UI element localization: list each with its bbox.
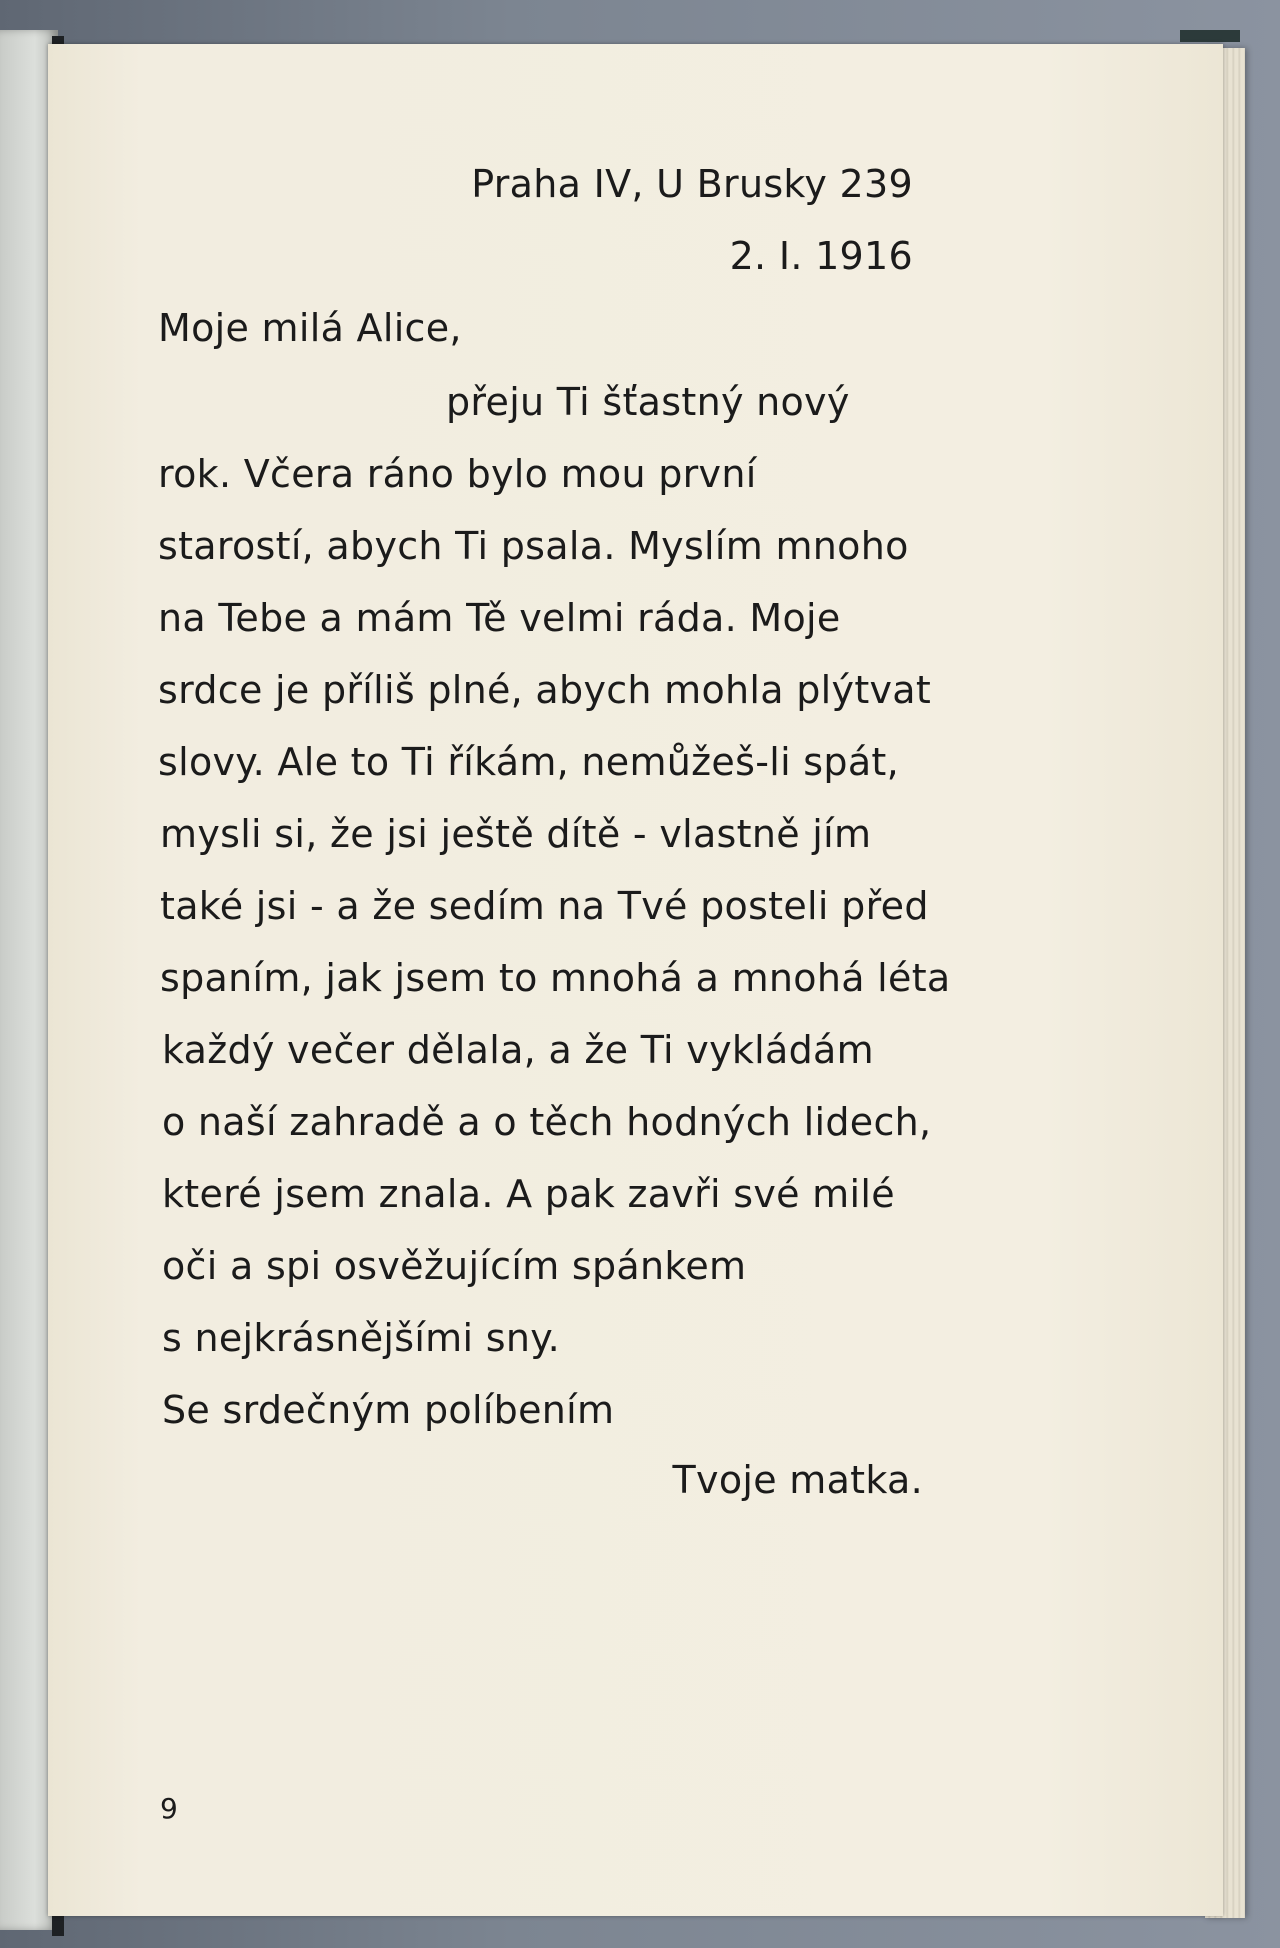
letter-line: o naší zahradě a o těch hodných lidech, — [162, 1100, 932, 1144]
book-cover-edge — [1180, 30, 1240, 42]
letter-line: srdce je příliš plné, abych mohla plýtvat — [158, 668, 932, 712]
letter-address: Praha IV, U Brusky 239 — [471, 162, 913, 206]
letter-line: spaním, jak jsem to mnohá a mnohá léta — [160, 956, 951, 1000]
letter-date: 2. I. 1916 — [729, 234, 913, 278]
page-number: 9 — [160, 1792, 178, 1825]
letter-line: mysli si, že jsi ještě dítě - vlastně jím — [160, 812, 872, 856]
letter-line: také jsi - a že sedím na Tvé posteli před — [160, 884, 929, 928]
letter-signature: Tvoje matka. — [672, 1458, 923, 1502]
letter-line: s nejkrásnějšími sny. — [162, 1316, 560, 1360]
letter-closing: Se srdečným políbením — [162, 1388, 615, 1432]
letter-line: slovy. Ale to Ti říkám, nemůžeš-li spát, — [158, 740, 899, 784]
letter-line: rok. Včera ráno bylo mou první — [158, 452, 757, 496]
letter-line: na Tebe a mám Tě velmi ráda. Moje — [158, 596, 841, 640]
book-page — [48, 44, 1223, 1916]
letter-salutation: Moje milá Alice, — [158, 306, 462, 350]
letter-line: každý večer dělala, a že Ti vykládám — [162, 1028, 874, 1072]
letter-line: přeju Ti šťastný nový — [446, 380, 850, 424]
letter-line: které jsem znala. A pak zavři své milé — [162, 1172, 895, 1216]
letter-line: oči a spi osvěžujícím spánkem — [162, 1244, 747, 1288]
letter-line: starostí, abych Ti psala. Myslím mnoho — [158, 524, 909, 568]
